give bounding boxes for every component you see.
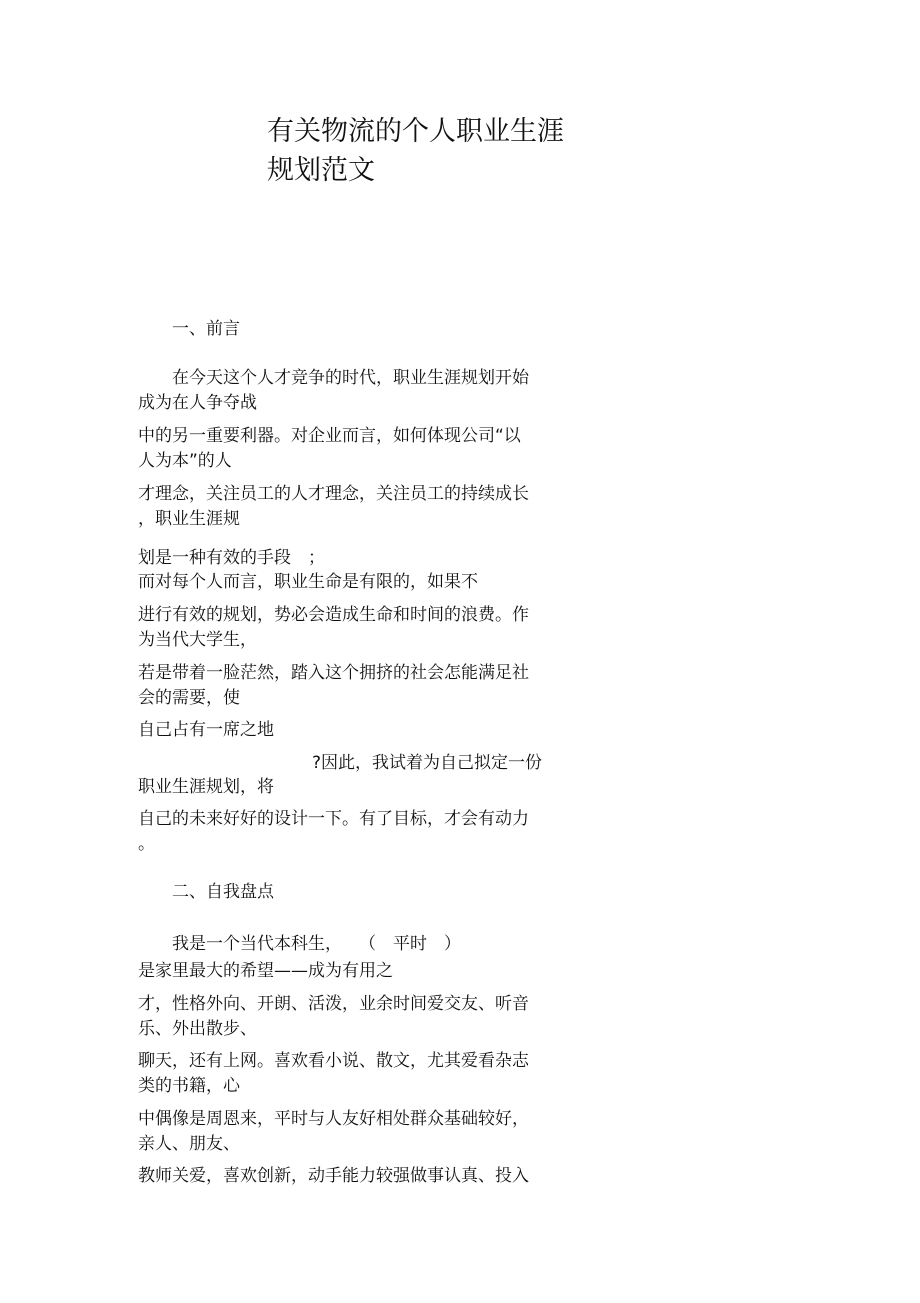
paragraph-line: 自己占有一席之地 xyxy=(138,720,274,740)
paragraph-line: 而对每个人而言，职业生命是有限的，如果不 xyxy=(138,572,478,592)
paragraph-line: 若是带着一脸茫然，踏入这个拥挤的社会怎能满足社 xyxy=(138,663,529,683)
paragraph-line: 才理念，关注员工的人才理念，关注员工的持续成长 xyxy=(138,484,529,504)
paragraph-line: 我是一个当代本科生， （ 平时 ） xyxy=(172,934,461,954)
title-line-1: 有关物流的个人职业生涯 xyxy=(267,116,564,147)
section-heading-self-assessment: 二、自我盘点 xyxy=(172,882,274,902)
paragraph-line: 才，性格外向、开朗、活泼，业余时间爱交友、听音 xyxy=(138,994,529,1014)
paragraph-line: 会的需要，使 xyxy=(138,688,240,708)
paragraph-line: ，职业生涯规 xyxy=(138,509,240,529)
paragraph-line: 人为本”的人 xyxy=(138,451,232,471)
paragraph-line: 教师关爱，喜欢创新，动手能力较强做事认真、投入 xyxy=(138,1166,529,1186)
paragraph-line: 中偶像是周恩来，平时与人友好相处群众基础较好， xyxy=(138,1109,529,1129)
paragraph-line: 自己的未来好好的设计一下。有了目标，才会有动力 xyxy=(138,809,529,829)
paragraph-line: 进行有效的规划，势必会造成生命和时间的浪费。作 xyxy=(138,605,529,625)
paragraph-line: 是家里最大的希望——成为有用之 xyxy=(138,961,393,981)
paragraph-line: 亲人、朋友、 xyxy=(138,1134,240,1154)
paragraph-line: 中的另一重要利器。对企业而言，如何体现公司“以 xyxy=(138,426,521,446)
paragraph-line: 成为在人争夺战 xyxy=(138,393,257,413)
title-line-2: 规划范文 xyxy=(267,155,375,186)
paragraph-line: 在今天这个人才竞争的时代，职业生涯规划开始 xyxy=(172,368,529,388)
paragraph-line: 聊天，还有上网。喜欢看小说、散文，尤其爱看杂志 xyxy=(138,1051,529,1071)
document-title xyxy=(267,112,607,190)
paragraph-line: 乐、外出散步、 xyxy=(138,1019,257,1039)
paragraph-line: 职业生涯规划，将 xyxy=(138,777,274,797)
paragraph-line: 。 xyxy=(138,834,155,854)
paragraph-line: 划是一种有效的手段 ； xyxy=(138,548,325,568)
paragraph-line: ?因此，我试着为自己拟定一份 xyxy=(312,753,543,773)
paragraph-line: 为当代大学生， xyxy=(138,630,257,650)
section-heading-preface: 一、前言 xyxy=(172,319,240,339)
paragraph-line: 类的书籍，心 xyxy=(138,1076,240,1096)
